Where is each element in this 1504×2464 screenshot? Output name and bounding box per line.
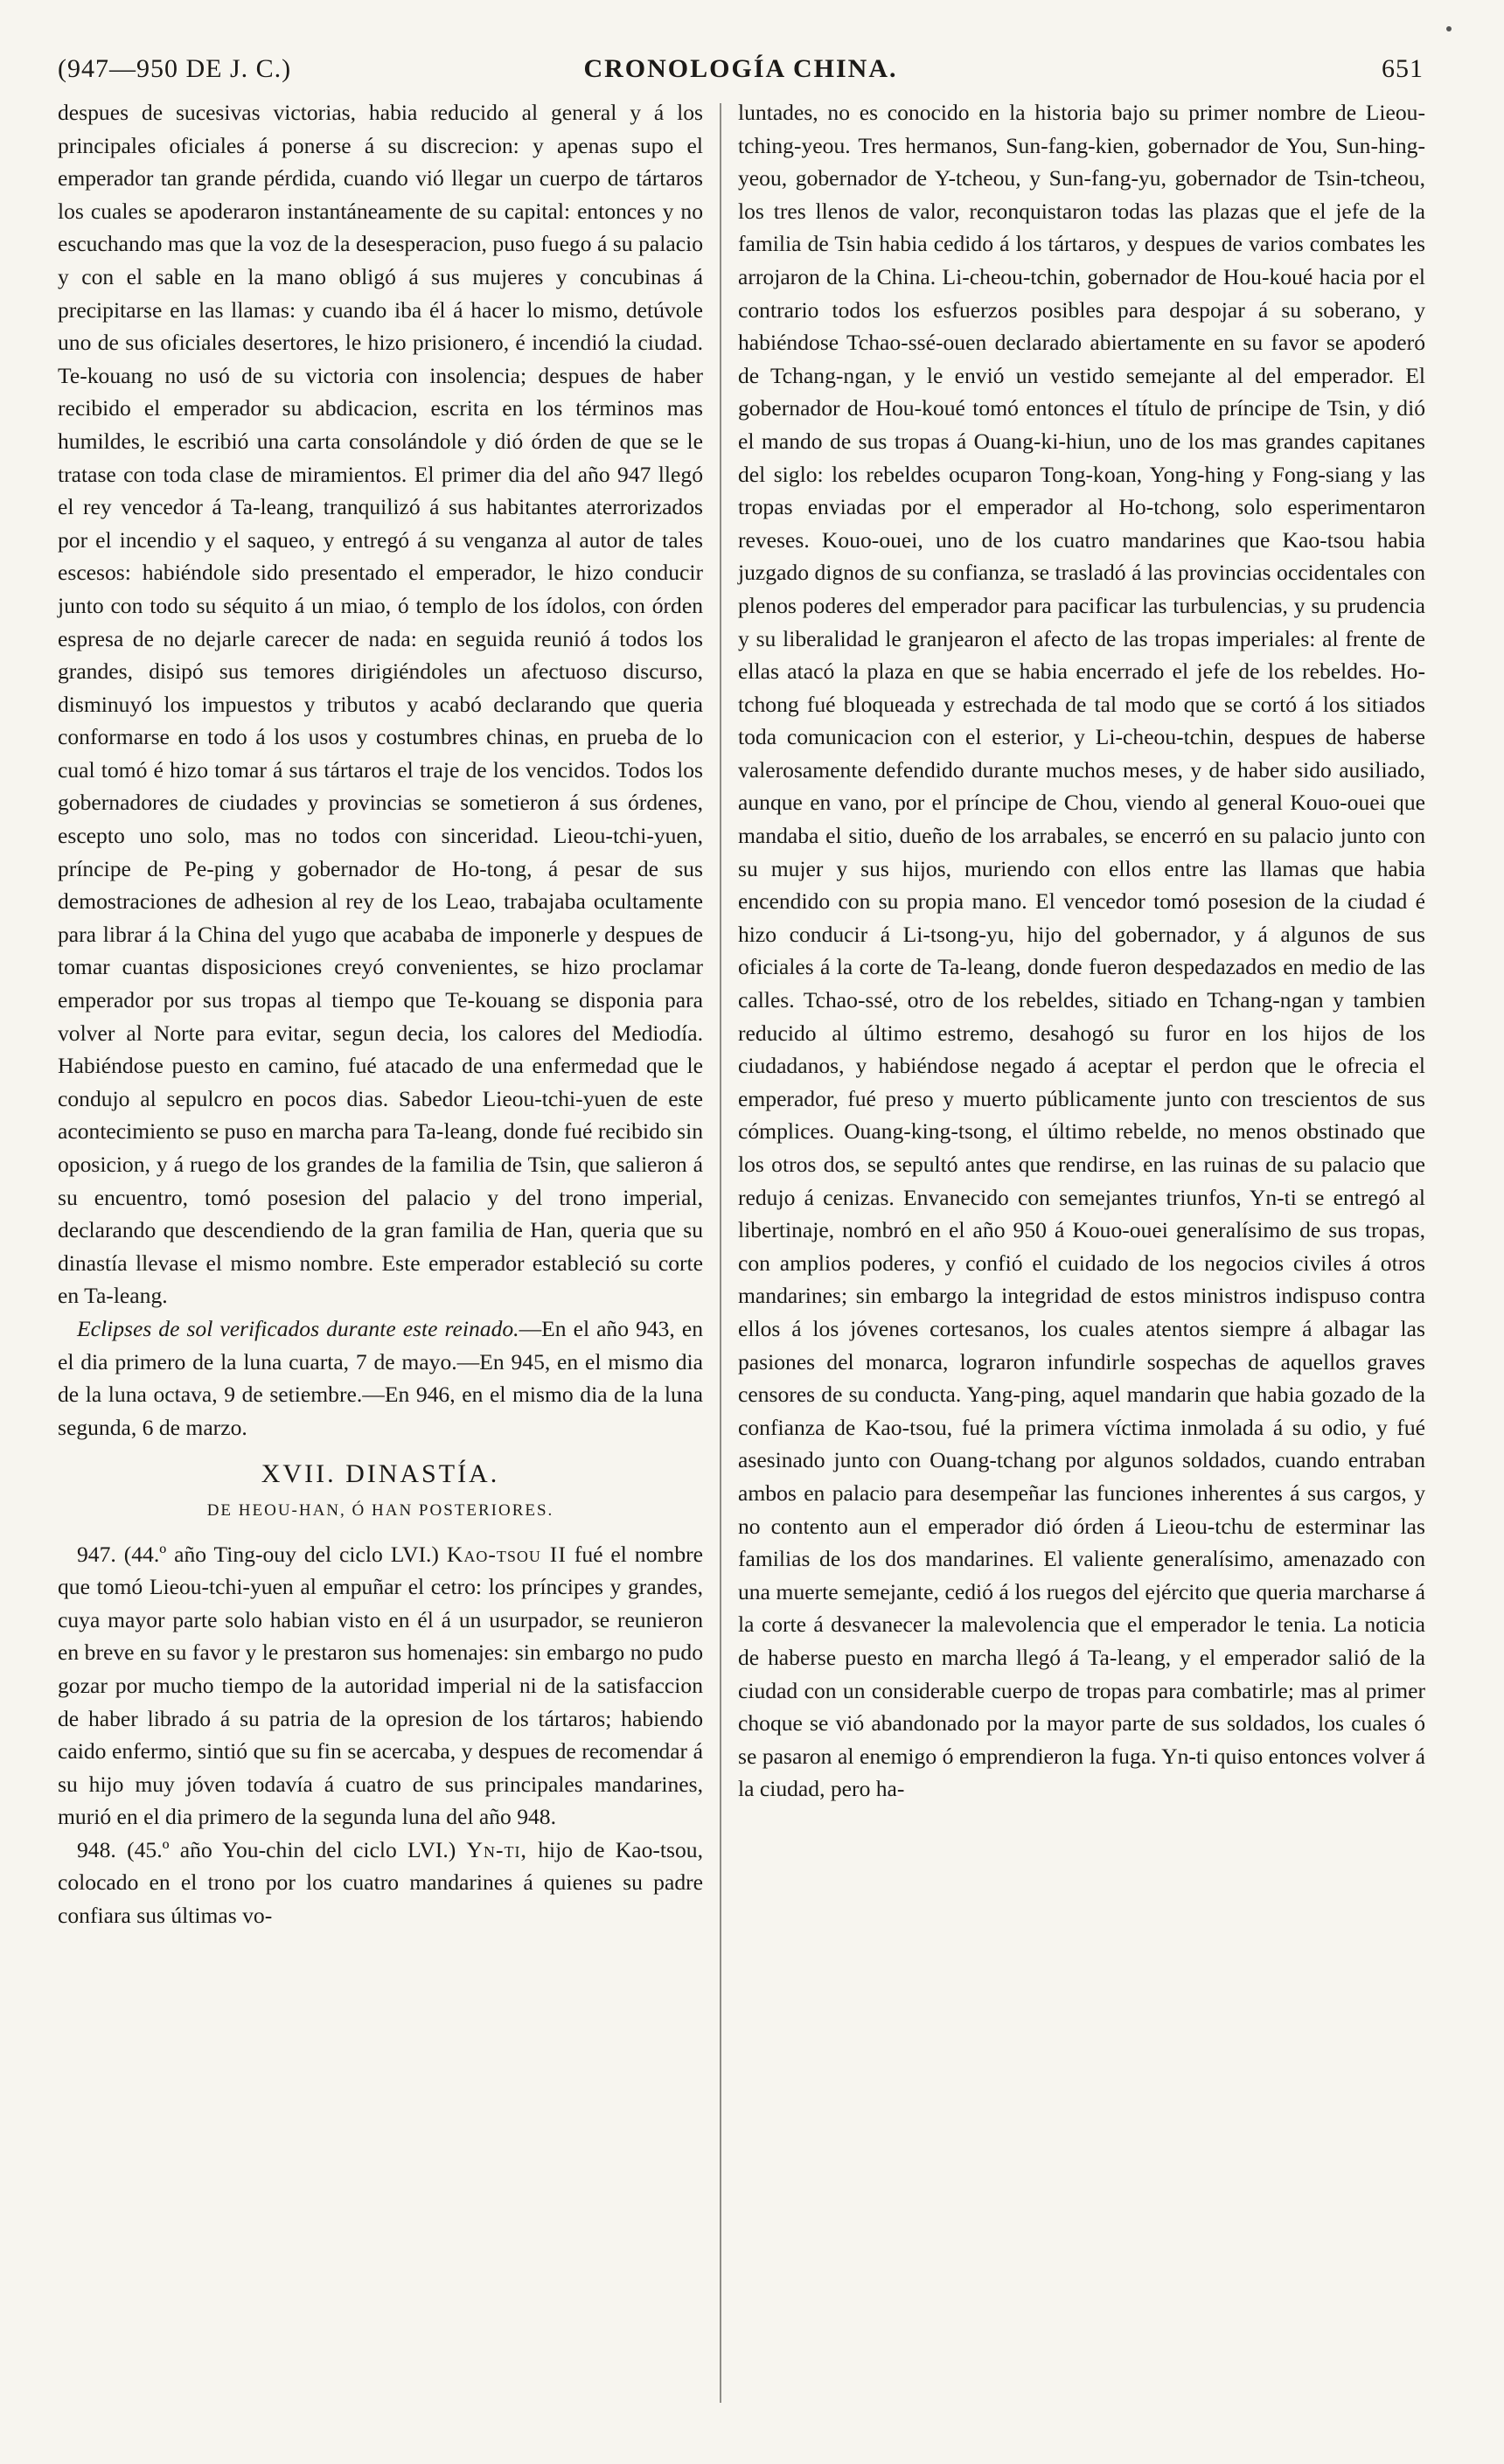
emperor-name: Yn-ti, <box>466 1836 527 1862</box>
dynasty-subtitle: DE HEOU-HAN, Ó HAN POSTERIORES. <box>206 1500 554 1520</box>
ink-speck <box>1446 26 1452 31</box>
entry-947 <box>58 1538 703 1834</box>
left-column <box>58 96 703 1932</box>
paragraph: despues de sucesivas victorias, habia reducido al general y á los principales oficiales á ponerse á su discrecion: y apenas supo el emperador tan grande pérdida, cuando vió llegar un cuerpo de tártaros los cuales se apoderaron instantáneamente de su capital: entonces y no escuchando mas que la voz de la desesperacion, puso fuego á su palacio y con el sable en la mano obligó á sus mujeres y concubinas á precipitarse en las llamas: y cuando iba él á hacer lo mismo, detúvole uno de sus oficiales desertores, le hizo prisionero, é incendió la ciudad. Te-kouang no usó de su victoria con insolencia; despues de haber recibido el emperador su abdicacion, escrita en los términos mas humildes, le escribió una carta consolándole y dió órden de que se le tratase con toda clase de miramientos. El primer dia del año 947 llegó el rey vencedor á Ta-leang, tranquilizó á sus habitantes aterrorizados por el incendio y el saqueo, y entregó á su venganza al autor de tales escesos: habiéndole sido presentado el emperador, le hizo conducir junto con todo su séquito á un miao, ó templo de los ídolos, con órden espresa de no dejarle carecer de nada: en seguida reunió á todos los grandes, disipó sus temores dirigiéndoles un afectuoso discurso, disminuyó los impuestos y tributos y acabó declarando que queria conformarse en todo á los usos y costumbres chinas, en prueba de lo cual tomó é hizo tomar á sus tártaros el traje de los vencidos. Todos los gobernadores de ciudades y provincias se sometieron á sus órdenes, escepto uno solo, mas no todos con sinceridad. Lieou-tchi-yuen, príncipe de Pe-ping y gobernador de Ho-tong, á pesar de sus demostraciones de adhesion al rey de los Leao, trabajaba ocultamente para librar á la China del yugo que acababa de imponerle y despues de tomar cuantas disposiciones creyó convenientes, se hizo proclamar emperador por sus tropas al tiempo que Te-kouang se disponia para volver al Norte para evitar, segun decia, los calores del Mediodía. Habiéndose puesto en camino, fué atacado de una enfermedad que le condujo al sepulcro en pocos dias. Sabedor Lieou-tchi-yuen de este acontecimiento se puso en marcha para Ta-leang, donde fué recibido sin oposicion, y á ruego de los grandes de la familia de Tsin, que salieron á su encuentro, tomó posesion del palacio y del trono imperial, declarando que descendiendo de la gran familia de Han, queria que su dinastía llevase el mismo nombre. Este emperador estableció su corte en Ta-leang. <box>58 100 703 1309</box>
eclipses-label: Eclipses de sol verificados durante este reinado. <box>77 1315 519 1341</box>
page-number: 651 <box>1382 54 1424 83</box>
header-title: CRONOLOGÍA CHINA. <box>583 54 898 83</box>
column-divider <box>720 103 721 2403</box>
paragraph: luntades, no es conocido en la historia bajo su primer nombre de Lieou-tching-yeou. Tres hermanos, Sun-fang-kien, gobernador de You, Sun-hing-yeou, gobernador de Y-tcheou, y Sun-fang-yu, gobernador de Tsin-tcheou, los tres llenos de valor, reconquistaron todas las plazas que el jefe de la familia de Tsin habia cedido á los tártaros, y despues de varios combates les arrojaron de la China. Li-cheou-tchin, gobernador de Hou-koué hacia por el contrario todos los esfuerzos posibles para despojar á su soberano, y habiéndose Tchao-ssé-ouen declarado abiertamente en su favor se apoderó de Tchang-ngan, y le envió un vestido semejante al del emperador. El gobernador de Hou-koué tomó entonces el título de príncipe de Tsin, y dió el mando de sus tropas á Ouang-ki-hiun, uno de los mas grandes capitanes del siglo: los rebeldes ocuparon Tong-koan, Yong-hing y Fong-siang y las tropas enviadas por el emperador al Ho-tchong, solo esperimentaron reveses. Kouo-ouei, uno de los cuatro mandarines que Kao-tsou habia juzgado dignos de su confianza, se trasladó á las provincias occidentales con plenos poderes del emperador para pacificar las turbulencias, y su prudencia y su liberalidad le granjearon el afecto de las tropas imperiales: al frente de ellas atacó la plaza en que se habia encerrado el jefe de los rebeldes. Ho-tchong fué bloqueada y estrechada de tal modo que se cortó á los sitiados toda comunicacion con el esterior, y Li-cheou-tchin, despues de haberse valerosamente defendido durante muchos meses, y de haber sido ausiliado, aunque en vano, por el príncipe de Chou, viendo al general Kouo-ouei que mandaba el sitio, dueño de los arrabales, se encerró en su palacio junto con su mujer y sus hijos, muriendo con ellos entre las llamas que habia encendido con su propia mano. El vencedor tomó posesion de la ciudad é hizo conducir á Li-tsong-yu, hijo del gobernador, y á algunos de sus oficiales á la corte de Ta-leang, donde fueron despedazados en medio de las calles. Tchao-ssé, otro de los rebeldes, sitiado en Tchang-ngan y tambien reducido al último estremo, desahogó su furor en los hijos de los ciudadanos, y habiéndose negado á aceptar el perdon que le ofrecia el emperador, fué preso y muerto públicamente junto con trescientos de sus cómplices. Ouang-king-tsong, el último rebelde, no menos obstinado que los otros dos, se sepultó antes que rendirse, en las ruinas de su palacio que redujo á cenizas. Envanecido con semejantes triunfos, Yn-ti se entregó al libertinaje, nombró en el año 950 á Kouo-ouei generalísimo de sus tropas, con amplios poderes, y confió el cuidado de los negocios civiles á otros mandarines; sin embargo la integridad de estos ministros indispuso contra ellos á los jóvenes cortesanos, los cuales atentos siempre á albagar las pasiones del monarca, lograron infundirle sospechas de aquellos graves censores de su conducta. Yang-ping, aquel mandarin que habia gozado de la confianza de Kao-tsou, fué la primera víctima inmolada á su odio, y fué asesinado junto con Ouang-tchang por algunos soldados, cuando entraban ambos en palacio para desempeñar las funciones inherentes á sus cargos, y no contento aun el emperador dió órden á Lieou-tchu de esterminar las familias de los dos mandarines. El valiente generalísimo, amenazado con una muerte semejante, cedió á los ruegos del ejército que queria marcharse á la corte á desvanecer la malevolencia que el emperador le tenia. La noticia de haberse puesto en marcha llegó á Ta-leang, y el emperador salió de la ciudad con un considerable cuerpo de tropas para combatirle; mas al primer choque se vió abandonado por la mayor parte de sus soldados, los cuales ó se pasaron al enemigo ó emprendieron la fuga. Yn-ti quiso entonces volver á la ciudad, pero ha- <box>738 100 1425 1802</box>
header-date-range: (947—950 DE J. C.) <box>58 54 292 83</box>
entry-948 <box>58 1834 703 1932</box>
entry-year: 948. <box>77 1836 116 1862</box>
emperor-name: Kao-tsou II <box>446 1541 567 1567</box>
eclipses-text: —En el año 943, en el dia primero de la luna cuarta, 7 de mayo.—En 945, en el mismo dia de la luna octava, 9 de setiembre.—En 946, en el mismo dia de la luna segunda, 6 de marzo. <box>58 1315 703 1440</box>
entry-cycle: (44.º año Ting-ouy del ciclo LVI.) <box>123 1541 439 1567</box>
dynasty-title: XVII. DINASTÍA. <box>261 1459 500 1489</box>
entry-text: hijo de Kao-tsou, colocado en el trono por los cuatro mandarines á quienes su padre confiara sus últimas vo- <box>58 1836 703 1929</box>
entry-cycle: (45.º año You-chin del ciclo LVI.) <box>127 1836 456 1862</box>
entry-text: fué el nombre que tomó Lieou-tchi-yuen al empuñar el cetro: los príncipes y grandes, cuya mayor parte solo habian visto en él á un usurpador, se reunieron en breve en su favor y le prestaron sus homenajes: sin embargo no pudo gozar por mucho tiempo de la autoridad imperial ni de la satisfaccion de haber librado á su patria de la opresion de los tártaros; habiendo caido enfermo, sintió que su fin se acercaba, y despues de recomendar á su hijo muy jóven todavía á cuatro de sus principales mandarines, murió en el dia primero de la segunda luna del año 948. <box>58 1541 703 1830</box>
eclipses-paragraph <box>58 1312 703 1444</box>
entry-year: 947. <box>77 1541 116 1567</box>
right-column <box>738 96 1425 1806</box>
running-header <box>58 54 1424 93</box>
